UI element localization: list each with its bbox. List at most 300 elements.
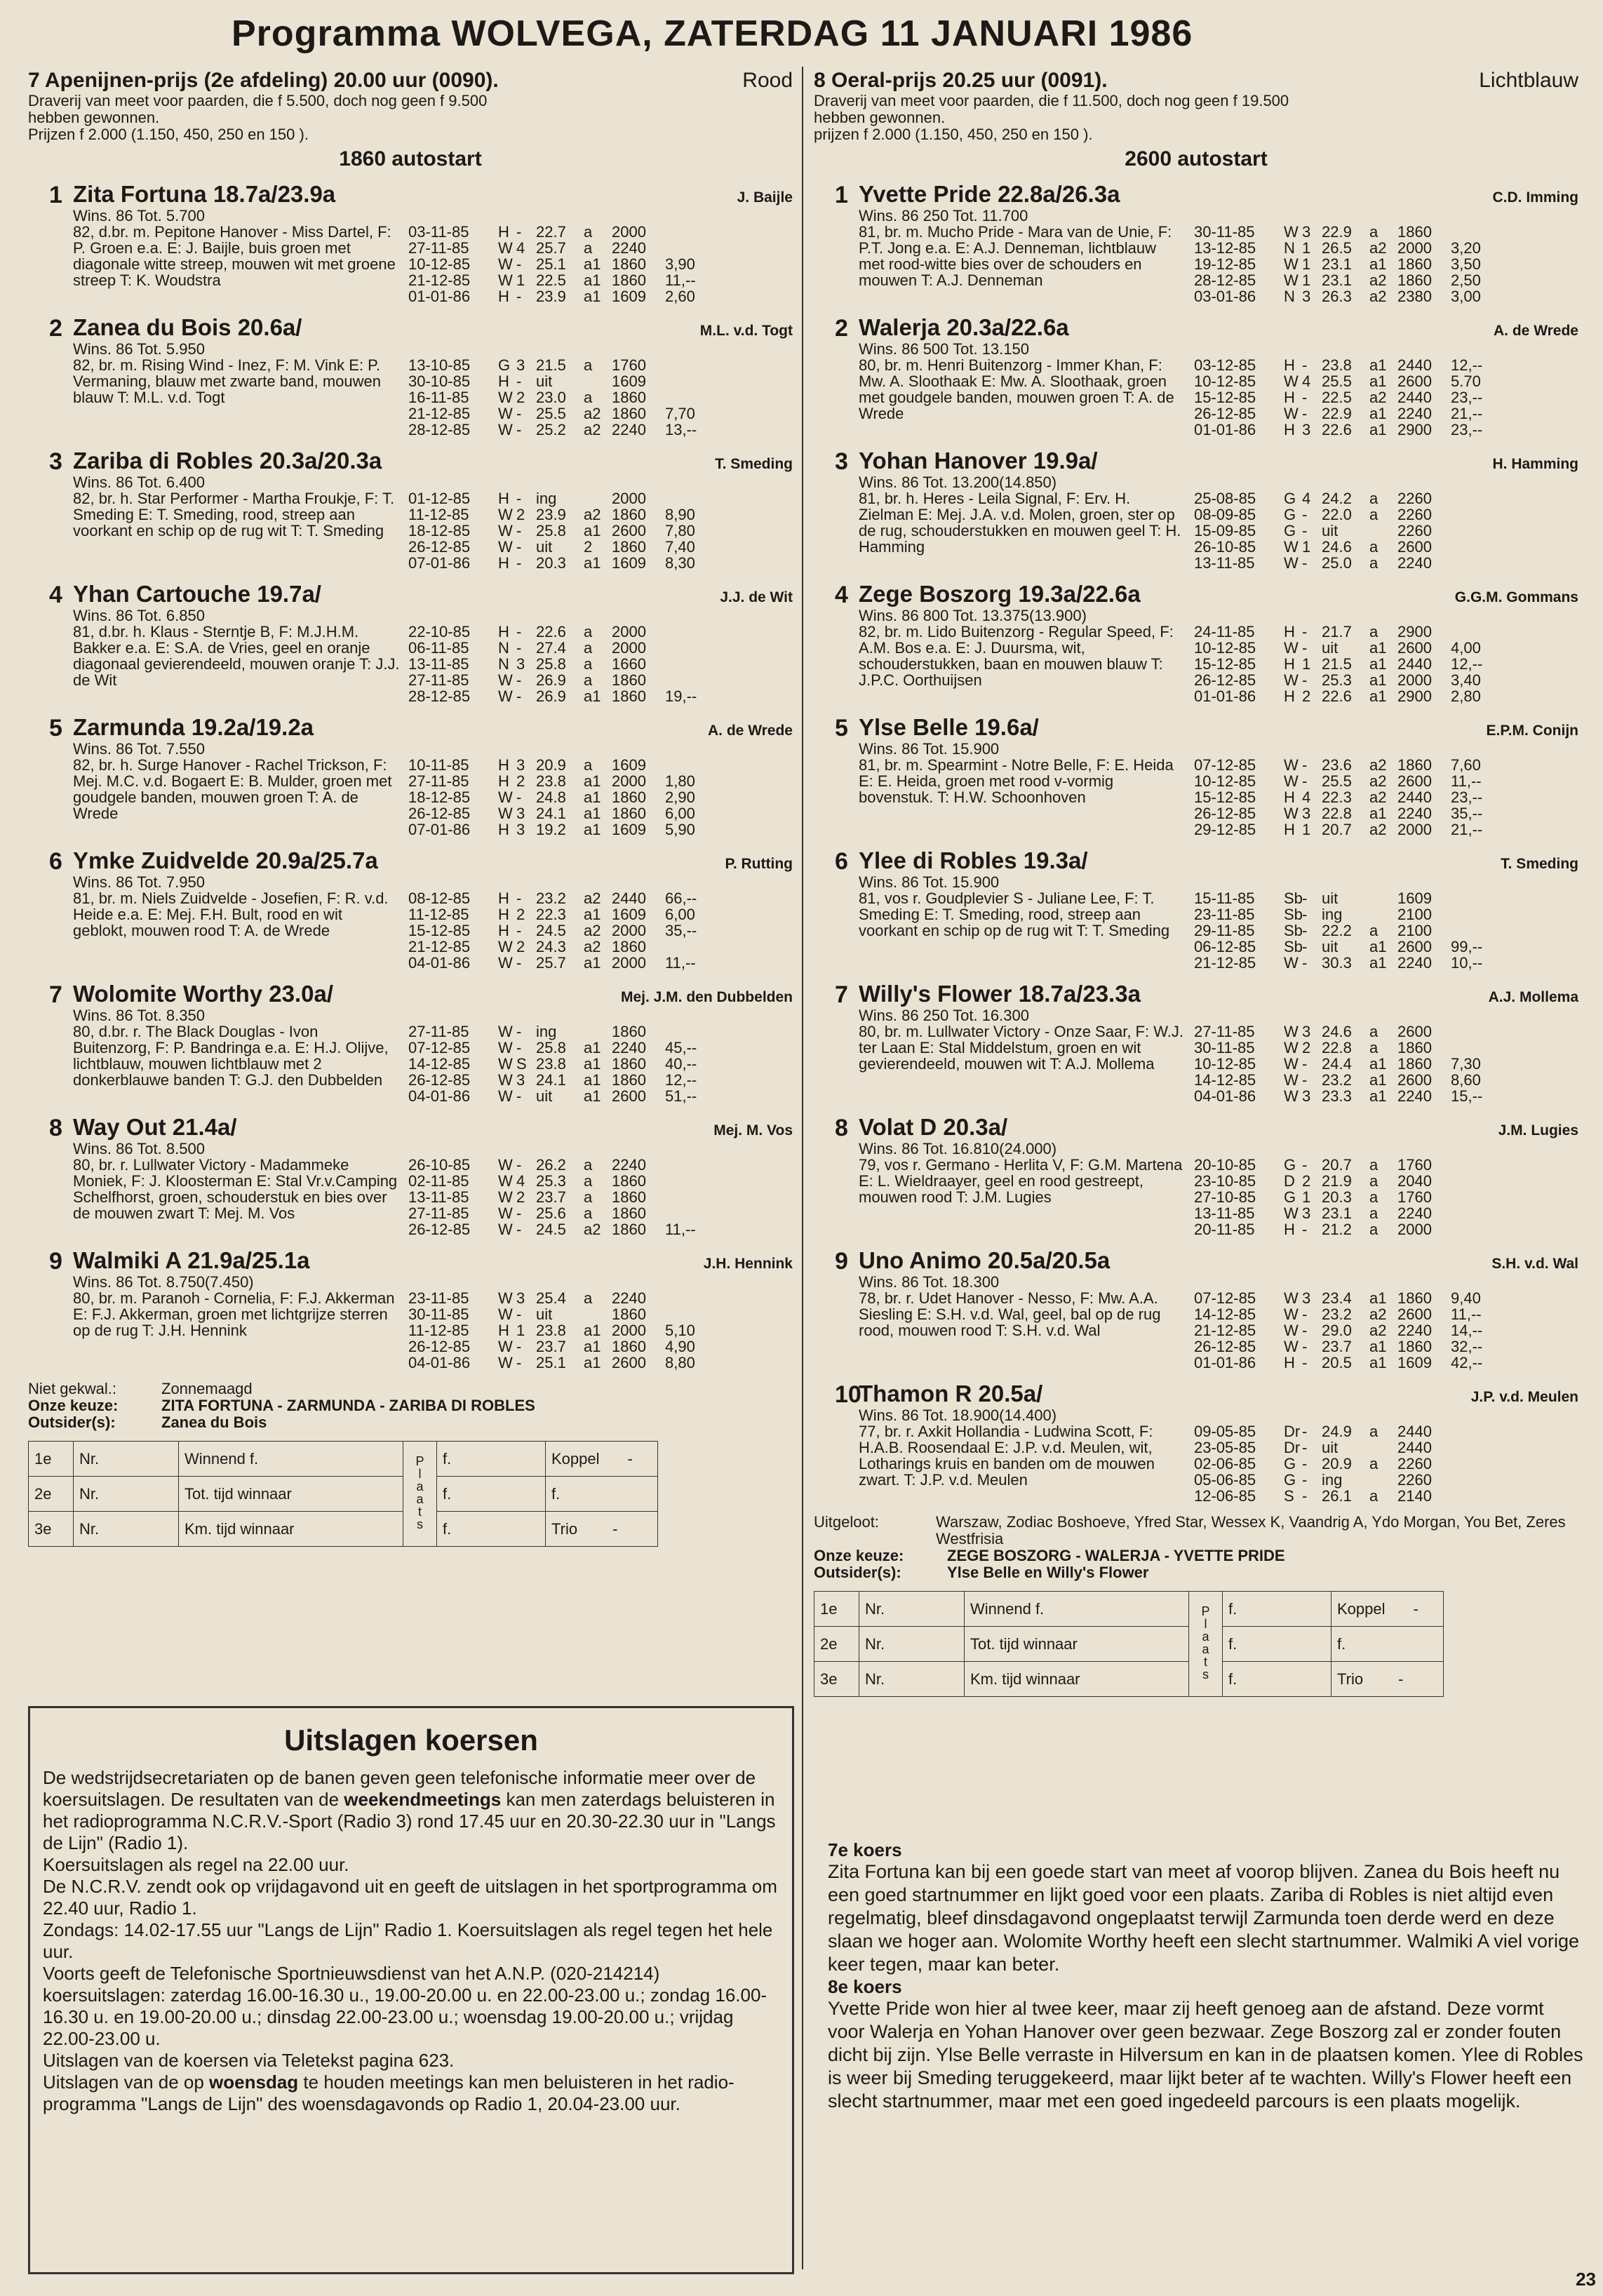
result-cell: - [516,1338,522,1355]
entry-body [859,847,1578,971]
result-cell: 22.5 [536,271,566,289]
result-cell: S [1284,1487,1294,1505]
result-cell: - [516,372,522,390]
result-row [1194,821,1578,838]
result-cell: G [1284,1188,1296,1206]
result-row [1194,1072,1578,1088]
result-cell: - [1302,623,1308,640]
entry-body [73,714,793,838]
result-cell: 23.7 [536,1188,566,1206]
result-cell [665,640,727,656]
result-cell: 13-12-85 [1194,239,1256,257]
result-cell: 1760 [1397,1188,1432,1206]
winnings: Wins. 86 Tot. 5.700 [73,207,205,224]
result-cell: 26-12-85 [408,1338,471,1355]
result-row [408,939,793,955]
result-cell: H [498,223,509,241]
result-cell: 27-11-85 [408,1023,469,1040]
result-cell: 11,-- [1451,772,1482,790]
result-row [1194,1157,1578,1173]
entry-header [859,1114,1578,1141]
result-cell: 2380 [1397,288,1432,305]
result-cell: a [1369,490,1379,507]
result-cell: a1 [584,522,601,539]
result-cell: Sb [1284,938,1303,955]
result-cell: W [1284,1055,1299,1073]
result-cell: a [584,1156,593,1174]
race-description: hebben gewonnen. [28,109,160,126]
table-cell: 2e [29,1477,74,1512]
result-cell: a1 [1369,1087,1387,1105]
result-row [408,773,793,789]
result-cell: 21.5 [1322,655,1352,673]
trainer-name: J. Baijle [737,189,793,206]
result-cell: 2 [1302,687,1311,705]
result-cell: - [516,1156,522,1174]
result-cell: 1 [1302,538,1311,556]
result-row [408,523,793,539]
horse-name: Walerja 20.3a/22.6a [859,314,1069,340]
result-cell: 01-12-85 [408,490,471,507]
result-row [408,955,793,971]
result-cell: 25.8 [536,655,566,673]
result-cell: 26.2 [536,1156,566,1174]
result-cell: - [516,1221,522,1238]
horse-info: 80, br. m. Henri Buitenzorg - Immer Khan, F: Mw. A. Sloothaak E: Mw. A. Sloothaak, groen met goudgele banden, mouwen groen T: A. de Wrede [859,356,1174,422]
result-cell: 2600 [612,1087,646,1105]
result-row [1194,405,1578,422]
result-cell: 01-01-86 [1194,1354,1256,1371]
result-cell: 01-01-86 [408,288,471,305]
note-value: Zonnemaagd [161,1380,253,1397]
result-cell: 20.3 [536,554,566,572]
result-row [408,1023,793,1040]
result-cell: 04-01-86 [408,954,471,972]
horse-name: Yohan Hanover 19.9a/ [859,448,1098,474]
result-cell: 21-12-85 [408,271,471,289]
result-cell: 23.2 [536,889,566,907]
table-cell: Winnend f. [179,1442,403,1477]
result-cell: 1609 [612,906,646,923]
entry-header [73,847,793,874]
result-cell [1451,1157,1513,1173]
result-cell: 22.3 [1322,788,1352,806]
result-cell: 2000 [612,623,646,640]
result-cell: 22.3 [536,906,566,923]
result-cell: 22.2 [1322,922,1352,939]
entry-number: 3 [49,448,62,475]
result-cell: 3 [1302,1204,1311,1222]
horse-info: 80, br. r. Lullwater Victory - Madammeke Moniek, F: J. Kloosterman E: Stal Vr.v.Camping Schelfhorst, groen, schouderstuk en bies over de mouwen zwart T: Mej. M. Vos [73,1156,398,1222]
result-cell: a1 [1369,1071,1387,1089]
result-cell: G [498,356,511,374]
result-cell: H [498,922,509,939]
result-cell: 4 [1302,788,1311,806]
result-cell [1451,1472,1513,1488]
result-row [1194,773,1578,789]
result-cell: 20.7 [1322,821,1352,838]
note-label: Niet gekwal.: [28,1380,116,1397]
result-cell: 23.7 [536,1338,566,1355]
result-cell: a [584,1188,593,1206]
result-cell: 23,-- [1451,389,1483,406]
result-cell: W [1284,756,1299,774]
result-cell: 27-11-85 [1194,1023,1255,1040]
result-cell: uit [1322,1439,1339,1456]
result-cell: 25.7 [536,239,566,257]
result-row [1194,1023,1578,1040]
uitslagen-box [28,1706,794,2274]
horse-info: 82, br. h. Star Performer - Martha Froukje, F: T. Smeding E: T. Smeding, rood, streep aan voorkant en schip op de rug wit T: T. Smeding [73,490,395,539]
result-cell [1451,1439,1513,1456]
result-cell: a [1369,1423,1379,1440]
winnings: Wins. 86 Tot. 5.950 [73,340,205,358]
result-cell: W [1284,1322,1299,1339]
plaats-label: Plaats [1198,1604,1213,1680]
horse-info: 79, vos r. Germano - Herlita V, F: G.M. Martena E: L. Wieldraayer, geel en rood gestreept, mouwen rood T: J.M. Lugies [859,1156,1183,1206]
result-cell: - [516,1305,522,1323]
result-row [408,357,793,373]
result-form-table [814,1591,1531,1697]
horse-name: Thamon R 20.5a/ [859,1381,1043,1407]
horse-info: 80, br. m. Paranoh - Cornelia, F: F.J. Akkerman E: F.J. Akkerman, groen met lichtgrijze sterren op de rug T: J.H. Hennink [73,1289,395,1339]
entry-number: 10 [835,1381,861,1408]
result-cell: 51,-- [665,1087,697,1105]
result-cell: 02-11-85 [408,1172,469,1190]
entry-header [73,981,793,1007]
result-cell: 2600 [1397,1305,1432,1323]
result-cell: 2240 [612,1039,646,1056]
result-row [1194,789,1578,805]
result-row [408,757,793,773]
entry-number: 6 [835,848,848,875]
result-cell: 8,30 [665,554,695,572]
result-cell: 20.5 [1322,1354,1352,1371]
result-cell: W [498,1305,513,1323]
result-cell: 21-12-85 [1194,1322,1256,1339]
entry-content [859,357,1578,438]
result-cell: W [498,788,513,806]
result-cell: 24.5 [536,922,566,939]
recent-results [408,357,793,438]
result-cell: uit [536,1087,553,1105]
horse-name: Ylse Belle 19.6a/ [859,714,1039,740]
result-cell: 1860 [612,1305,646,1323]
table-cell [1189,1592,1223,1697]
note-value: ZITA FORTUNA - ZARMUNDA - ZARIBA DI ROBLES [161,1397,535,1414]
result-cell: 24.1 [536,805,566,822]
result-cell: 10-12-85 [1194,1055,1256,1073]
result-row [1194,288,1578,304]
result-cell: 1 [516,1322,525,1339]
result-cell [1451,1205,1513,1221]
result-cell: 7,40 [665,538,695,556]
race-7-column [28,69,793,1547]
result-row [1194,373,1578,389]
result-row [408,1338,793,1355]
result-cell [1369,1439,1397,1456]
result-cell: - [516,421,522,438]
table-cell [1444,1592,1531,1697]
result-cell: 07-12-85 [1194,1289,1256,1307]
result-row [1194,1322,1578,1338]
result-cell: 2440 [1397,1423,1432,1440]
result-cell: a [1369,223,1379,241]
result-cell: 2000 [612,922,646,939]
note-line [814,1564,1578,1581]
result-cell: W [1284,671,1299,689]
result-cell [584,1306,612,1322]
entry-body [859,314,1578,438]
result-cell: 4,90 [665,1338,695,1355]
race-description: hebben gewonnen. [814,109,946,126]
entry-content [73,357,793,438]
result-cell: 3 [516,1289,525,1307]
note-line [814,1514,1578,1548]
result-cell: 2140 [1397,1487,1432,1505]
result-cell: N [498,639,509,657]
entry-content [73,890,793,971]
result-cell: 14,-- [1451,1322,1483,1339]
result-cell [665,939,727,955]
note-line [28,1397,793,1414]
winnings: Wins. 86 Tot. 16.810(24.000) [859,1140,1057,1157]
winnings: Wins. 86 800 Tot. 13.375(13.900) [859,607,1087,624]
result-cell: 30-11-85 [1194,1039,1255,1056]
result-cell: 2600 [1397,372,1432,390]
result-cell: W [498,1338,513,1355]
entry-number: 8 [835,1115,848,1141]
result-cell: a1 [1369,671,1387,689]
result-cell: 25.2 [536,421,566,438]
result-row [1194,1088,1578,1104]
result-cell: ing [536,1023,557,1040]
entry-header [859,1247,1578,1274]
result-cell: H [498,554,509,572]
result-cell: W [498,506,513,523]
result-cell [1451,1221,1513,1237]
result-cell: 2900 [1397,623,1432,640]
trainer-name: C.D. Imming [1492,189,1578,206]
result-cell: 2 [516,938,525,955]
entry-number: 5 [835,715,848,741]
result-cell: 2440 [1397,655,1432,673]
result-cell: 21-12-85 [1194,954,1256,972]
result-cell: 24.2 [1322,490,1352,507]
result-row [408,1290,793,1306]
result-cell: 25.3 [1322,671,1352,689]
recent-results [1194,224,1578,304]
result-row [1194,1189,1578,1205]
result-cell: H [1284,1221,1295,1238]
entry-content [73,624,793,704]
result-cell [665,240,727,256]
trainer-name: E.P.M. Conijn [1486,723,1578,739]
result-row [1194,890,1578,906]
result-row [1194,1056,1578,1072]
result-cell: 30-10-85 [408,372,471,390]
result-cell [665,1290,727,1306]
horse-info: 80, d.br. r. The Black Douglas - Ivon Buitenzorg, F: P. Bandringa e.a. E: H.J. Olijve, lichtblauw, mouwen lichtblauw met 2 donkerblauwe banden T: G.J. den Dubbelden [73,1023,389,1089]
uitslagen-text [43,1767,779,2115]
result-cell: 2440 [1397,1439,1432,1456]
result-cell: - [1302,1455,1308,1472]
result-row [408,373,793,389]
note-value: ZEGE BOSZORG - WALERJA - YVETTE PRIDE [947,1547,1285,1564]
result-cell: 25.7 [536,954,566,972]
result-row [408,890,793,906]
column-divider [802,67,803,2269]
winnings: Wins. 86 Tot. 6.850 [73,607,205,624]
result-cell: 18-12-85 [408,522,471,539]
result-cell: 2000 [1397,821,1432,838]
entry-number: 4 [835,582,848,608]
recent-results [1194,1423,1578,1504]
result-cell: a1 [584,271,601,289]
result-cell: a [584,655,593,673]
result-row [1194,939,1578,955]
result-cell: 1860 [612,805,646,822]
result-cell: 2100 [1397,906,1432,923]
result-cell: W [1284,1039,1299,1056]
winnings: Wins. 86 Tot. 8.500 [73,1140,205,1157]
result-cell: 42,-- [1451,1354,1483,1371]
result-cell: 3,20 [1451,239,1481,257]
uitslagen-heading: Uitslagen koersen [284,1724,538,1757]
result-row [1194,640,1578,656]
result-cell: a2 [584,922,601,939]
result-row [408,640,793,656]
entry-content [859,490,1578,571]
entry-body [73,448,793,571]
result-cell: 1860 [1397,223,1432,241]
result-cell: 2240 [612,1156,646,1174]
result-cell: a2 [1369,389,1387,406]
result-row [408,1322,793,1338]
result-cell: 22.8 [1322,805,1352,822]
result-cell: W [1284,372,1299,390]
plaats-label: Plaats [413,1454,427,1530]
result-cell: 10-12-85 [1194,372,1256,390]
table-cell: Nr. [859,1662,965,1697]
result-cell: - [516,288,522,305]
result-cell: a1 [584,1055,601,1073]
note-line [28,1414,793,1431]
result-cell: H [1284,421,1295,438]
result-cell: 2 [516,506,525,523]
table-cell: f. [437,1442,546,1477]
result-cell: - [1302,1156,1308,1174]
result-cell: uit [536,1305,553,1323]
result-cell: - [1302,405,1308,422]
result-row [408,1056,793,1072]
trainer-name: J.M. Lugies [1498,1122,1578,1139]
result-cell: 4 [1302,372,1311,390]
result-cell: 2260 [1397,522,1432,539]
result-cell: a2 [1369,239,1387,257]
result-cell: 11-12-85 [408,506,469,523]
result-row [408,821,793,838]
result-cell: 20-10-85 [1194,1156,1256,1174]
result-row [1194,805,1578,821]
entry-body [859,181,1578,304]
result-cell: - [516,538,522,556]
result-cell: 23.1 [1322,255,1352,273]
horse-entry [28,581,793,704]
result-cell: 2 [516,389,525,406]
table-cell: Nr. [74,1512,179,1547]
result-form-table [28,1441,746,1547]
trainer-name: T. Smeding [715,456,793,472]
result-cell: 28-12-85 [1194,271,1256,289]
result-cell: H [1284,788,1295,806]
result-row [1194,1040,1578,1056]
result-cell: 2000 [612,490,646,507]
result-cell: 24.4 [1322,1055,1352,1073]
result-cell: 23-05-85 [1194,1439,1256,1456]
result-cell: uit [536,372,553,390]
result-cell: 21,-- [1451,821,1483,838]
result-cell: 23.1 [1322,271,1352,289]
result-cell: W [498,405,513,422]
entry-body [73,181,793,304]
result-cell: a1 [584,821,601,838]
result-cell: - [1302,1354,1308,1371]
result-cell: W [498,421,513,438]
winnings: Wins. 86 Tot. 18.900(14.400) [859,1407,1057,1424]
entry-number: 6 [49,848,62,875]
result-cell: 24-11-85 [1194,623,1255,640]
result-cell: ing [1322,1471,1343,1489]
race-notes [28,1381,793,1431]
result-cell: 3 [1302,805,1311,822]
commentary-heading: 8e koers [828,1976,902,1997]
race-title: 7 Apenijnen-prijs (2e afdeling) 20.00 uur (0090). [28,69,499,92]
entry-number: 7 [835,981,848,1008]
trainer-name: A. de Wrede [1494,323,1578,339]
table-cell: Nr. [74,1442,179,1477]
horse-name: Zege Boszorg 19.3a/22.6a [859,581,1141,607]
result-cell [1451,1023,1513,1040]
table-cell [1332,1662,1444,1697]
result-cell: 16-11-85 [408,389,469,406]
horse-entry [814,1381,1578,1504]
result-cell [1451,224,1513,240]
result-cell: 13-11-85 [1194,554,1255,572]
result-cell: 26-12-85 [408,538,471,556]
result-cell: 08-12-85 [408,889,471,907]
result-row [1194,1439,1578,1456]
race-description: Prijzen f 2.000 (1.150, 450, 250 en 150 ). [28,126,309,143]
result-cell: N [1284,288,1295,305]
result-cell [665,224,727,240]
result-row [1194,688,1578,704]
result-row [1194,506,1578,523]
result-cell [665,490,727,506]
result-cell: W [498,1289,513,1307]
result-cell: 23.8 [536,772,566,790]
result-row [1194,672,1578,688]
result-cell: 26-10-85 [1194,538,1256,556]
recent-results [1194,624,1578,704]
horse-entry [28,1114,793,1237]
result-cell: 1609 [612,821,646,838]
trainer-name: J.H. Hennink [703,1256,793,1272]
result-cell: 1860 [612,1221,646,1238]
result-row [408,389,793,405]
result-cell: uit [1322,639,1339,657]
result-cell: a2 [1369,772,1387,790]
